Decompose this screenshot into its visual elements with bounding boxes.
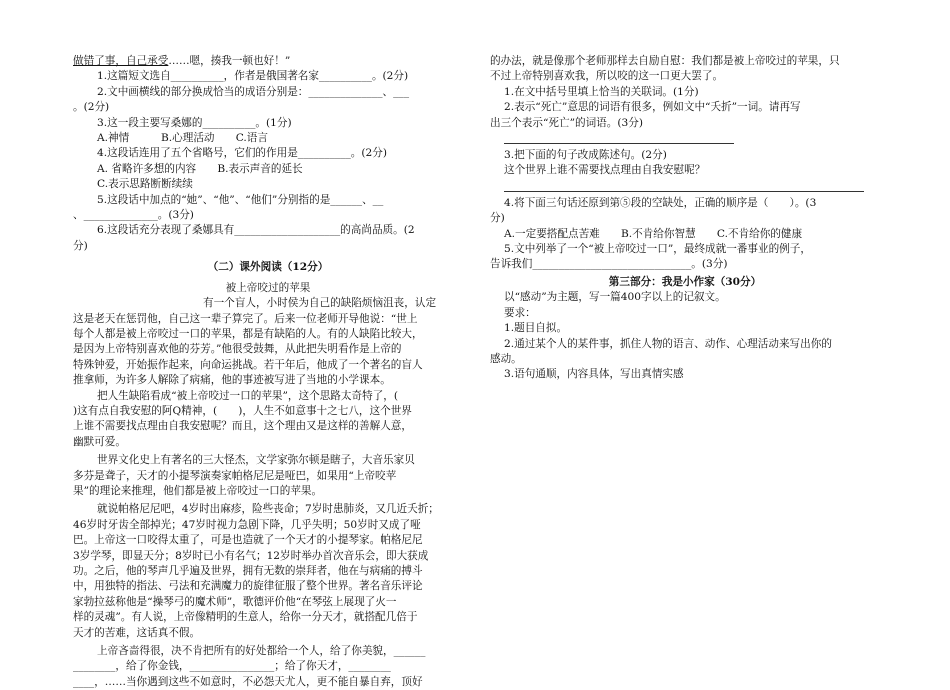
requirement-2-cont: 感动。 (490, 352, 522, 365)
right-column (490, 54, 880, 383)
answer-line[interactable] (504, 131, 734, 144)
question-3-sentence: 这个世界上谁不需要找点理由自我安慰呢？ (504, 164, 706, 177)
article-line: 巴。上帝这一口咬得太重了，可是也造就了一个天才的小提琴家。帕格尼尼 (73, 534, 423, 547)
article-line: 有一个盲人，小时侯为自己的缺陷烦恼沮丧，认定 (203, 297, 437, 310)
question-5: 5.这段话中加点的“她”、“他”、“他们”分别指的是______、__ (97, 193, 384, 206)
question-4-options-a: A. 省略许多想的内容 B.表示声音的延长 (97, 162, 303, 175)
reading-question-5: 5.文中列举了一个“被上帝咬过一口”，最终成就一番事业的例子， (504, 243, 811, 256)
question-3: 3.这一段主要写桑娜的__________。(1分) (97, 116, 292, 129)
article-line: 每个人都是被上帝咬过一口的苹果，都是有缺陷的人。有的人缺陷比较大， (73, 327, 423, 340)
article-line: 46岁时牙齿全部掉光；47岁时视力急剧下降，几乎失明；50岁时又成了哑 (73, 518, 421, 531)
requirements-title: 要求： (504, 306, 536, 319)
question-4: 4.这段话连用了五个省略号，它们的作用是__________。(2分) (97, 147, 387, 160)
article-line: ____，……当你遇到这些不如意时，不必怨天尤人，更不能自暴自弃，顶好 (73, 675, 423, 688)
article-line: 这是老天在惩罚他，自己这一辈子算完了。后来一位老师开导他说：“世上 (73, 312, 418, 325)
requirement-3: 3.语句通顺，内容具体，写出真情实感 (504, 368, 684, 381)
article-line: 3岁学琴，即显天分；8岁时已小有名气；12岁时举办首次音乐会，即大获成 (73, 549, 429, 562)
question-5-cont: 、______________。(3分) (73, 209, 194, 222)
article-line: 功。之后，他的琴声几乎遍及世界，拥有无数的崇拜者，他在与病痛的搏斗 (73, 565, 423, 577)
underlined-phrase: 做错了事，自己承受 (73, 55, 169, 67)
continuation-line: 的办法，就是像那个老师那样去自励自慰：我们都是被上帝咬过的苹果，只 (490, 55, 840, 67)
question-4-options: A.一定要搭配点苦难 B.不肯给你智慧 C.不肯给你的健康 (504, 227, 803, 240)
question-3-options: A.神情 B.心理活动 C.语言 (97, 132, 268, 145)
article-title: 被上帝咬过的苹果 (225, 281, 311, 294)
reading-question-3: 3.把下面的句子改成陈述句。(2分) (504, 149, 667, 162)
article-line: 是因为上帝特别喜欢他的芬芳。”他很受鼓舞，从此把失明看作是上帝的 (73, 343, 402, 356)
question-6-cont: 分) (73, 239, 88, 252)
article-line: 上帝吝啬得很，决不肯把所有的好处都给一个人，给了你美貌，______ (97, 645, 426, 658)
section3-title: 第三部分：我是小作家（30分） (608, 275, 762, 288)
article-line: )这有点自我安慰的阿Q精神，( )，人生不如意事十之七八，这个世界 (73, 404, 412, 417)
writing-prompt: 以“感动”为主题，写一篇400字以上的记叙文。 (504, 291, 726, 304)
question-2: 2.文中画横线的部分换成恰当的成语分别是：______________、___ (97, 85, 410, 98)
article-body (73, 296, 463, 690)
article-line: 天才的苦难，这话真不假。 (73, 626, 201, 639)
question-2-cont: 。(2分) (73, 101, 110, 114)
intro-rest: ……嗯，揍我一顿也好！” (168, 55, 291, 67)
question-6: 6.这段话充分表现了桑娜具有____________________的高尚品质。(2 (97, 224, 415, 237)
article-line: 世界文化史上有著名的三大怪杰，文学家弥尔顿是瞎子，大音乐家贝 (97, 454, 415, 467)
article-line: 多芬是聋子，天才的小提琴演奏家帕格尼尼是哑巴，如果用“上帝咬苹 (73, 469, 397, 482)
reading-question-5-cont: 告诉我们______________________________。(3分) (490, 258, 728, 271)
article-line: 样的灵魂”。有人说，上帝像精明的生意人，给你一分天才，就搭配几倍于 (73, 611, 418, 624)
requirement-2: 2.通过某个人的某件事，抓住人物的语言、动作、心理活动来写出你的 (504, 337, 832, 350)
article-line: 就说帕格尼尼吧，4岁时出麻疹，险些丧命；7岁时患肺炎，又几近夭折； (97, 503, 439, 516)
reading-question-2: 2.表示“死亡”意思的词语有很多，例如文中“夭折”一词。请再写 (504, 101, 801, 114)
article-line: 推拿师，为许多人解除了病痛，他的事迹被写进了当地的小学课本。 (73, 374, 391, 387)
article-line: 上谁不需要找点理由自我安慰呢？而且，这个理由又是这样的善解人意， (73, 420, 412, 433)
left-column (73, 54, 463, 690)
article-line: 特殊钟爱，开始振作起来，向命运挑战。若干年后，他成了一个著名的盲人 (73, 358, 423, 371)
answer-line[interactable] (504, 179, 864, 192)
question-4-options-c: C.表示思路断断续续 (97, 178, 193, 191)
section-title: （二）课外阅读（12分） (207, 261, 329, 274)
reading-question-1: 1.在文中括号里填上恰当的关联词。(1分) (504, 85, 699, 98)
question-1: 1.这篇短文选自__________，作者是俄国著名家__________。(2分) (97, 70, 409, 83)
article-line: 幽默可爱。 (73, 435, 126, 448)
reading-question-4: 4.将下面三句话还原到第⑤段的空缺处，正确的顺序是（ ）。(3 (504, 196, 817, 209)
reading-question-2-cont: 出三个表示“死亡”的词语。(3分) (490, 116, 643, 129)
article-line: 把人生缺陷看成“被上帝咬过一口的苹果”，这个思路太奇特了，( (97, 389, 398, 402)
article-line: ________，给了你金钱，________________；给了你天才，________ (73, 660, 391, 673)
reading-question-4-cont: 分) (490, 212, 505, 225)
article-line: 家勃拉兹称他是“操琴弓的魔术师”，歌德评价他“在琴弦上展现了火一 (73, 595, 397, 608)
intro-line (73, 54, 463, 69)
article-line: 果”的理论来推理，他们都是被上帝咬过一口的苹果。 (73, 484, 323, 497)
requirement-1: 1.题目自拟。 (504, 322, 568, 335)
article-line: 中，用独特的指法、弓法和充满魔力的旋律征服了整个世界。著名音乐评论 (73, 580, 423, 593)
continuation-line: 不过上帝特别喜欢我，所以咬的这一口更大罢了。 (490, 70, 724, 83)
